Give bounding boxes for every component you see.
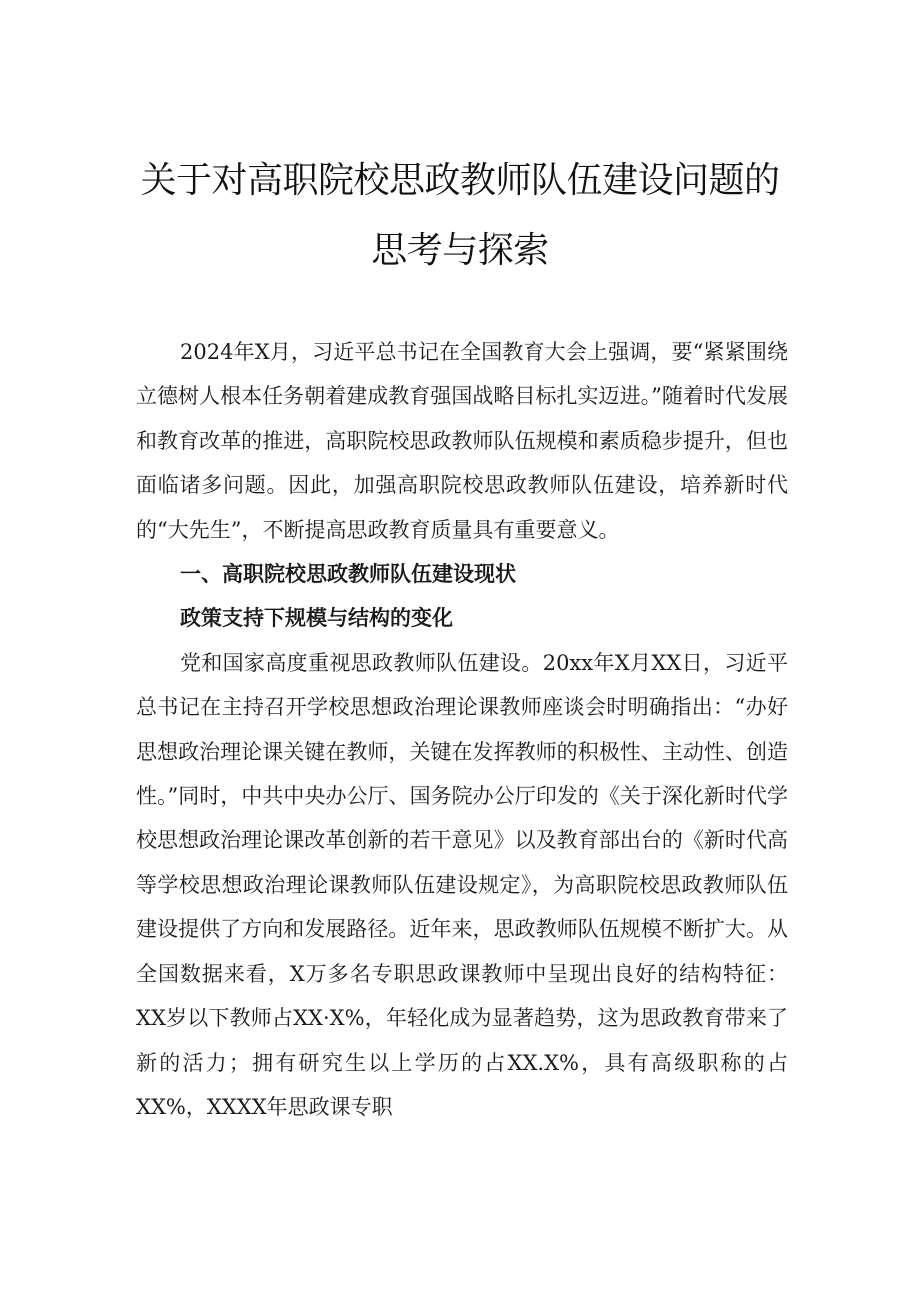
document-body — [136, 330, 788, 1129]
paragraph-policy: 党和国家高度重视思政教师队伍建设。20xx年X月XX日，习近平总书记在主持召开学校思想政治理论课教师座谈会时明确指出：“办好思想政治理论课关键在教师，关键在发挥教师的积极性、主动性、创造性。”同时，中共中央办公厅、国务院办公厅印发的《关于深化新时代学校思想政治理论课改革创新的若干意见》以及教育部出台的《新时代高等学校思想政治理论课教师队伍建设规定》，为高职院校思政教师队伍建设提供了方向和发展路径。近年来，思政教师队伍规模不断扩大。从全国数据来看，X万多名专职思政课教师中呈现出良好的结构特征：XX岁以下教师占XX·X%，年轻化成为显著趋势，这为思政教育带来了新的活力；拥有研究生以上学历的占XX.X%，具有高级职称的占XX%，XXXX年思政课专职 — [136, 650, 788, 1119]
paragraph-intro: 2024年X月，习近平总书记在全国教育大会上强调，要“紧紧围绕立德树人根本任务朝着建成教育强国战略目标扎实迈进。”随着时代发展和教育改革的推进，高职院校思政教师队伍规模和素质稳步提升，但也面临诸多问题。因此，加强高职院校思政教师队伍建设，培养新时代的“大先生”，不断提高思政教育质量具有重要意义。 — [136, 340, 788, 542]
section-heading-1: 一、高职院校思政教师队伍建设现状 — [180, 561, 516, 587]
subsection-heading: 政策支持下规模与结构的变化 — [180, 605, 453, 631]
document-title-line2: 思考与探索 — [371, 230, 549, 271]
document-title-line1: 关于对高职院校思政教师队伍建设问题的 — [140, 160, 780, 201]
